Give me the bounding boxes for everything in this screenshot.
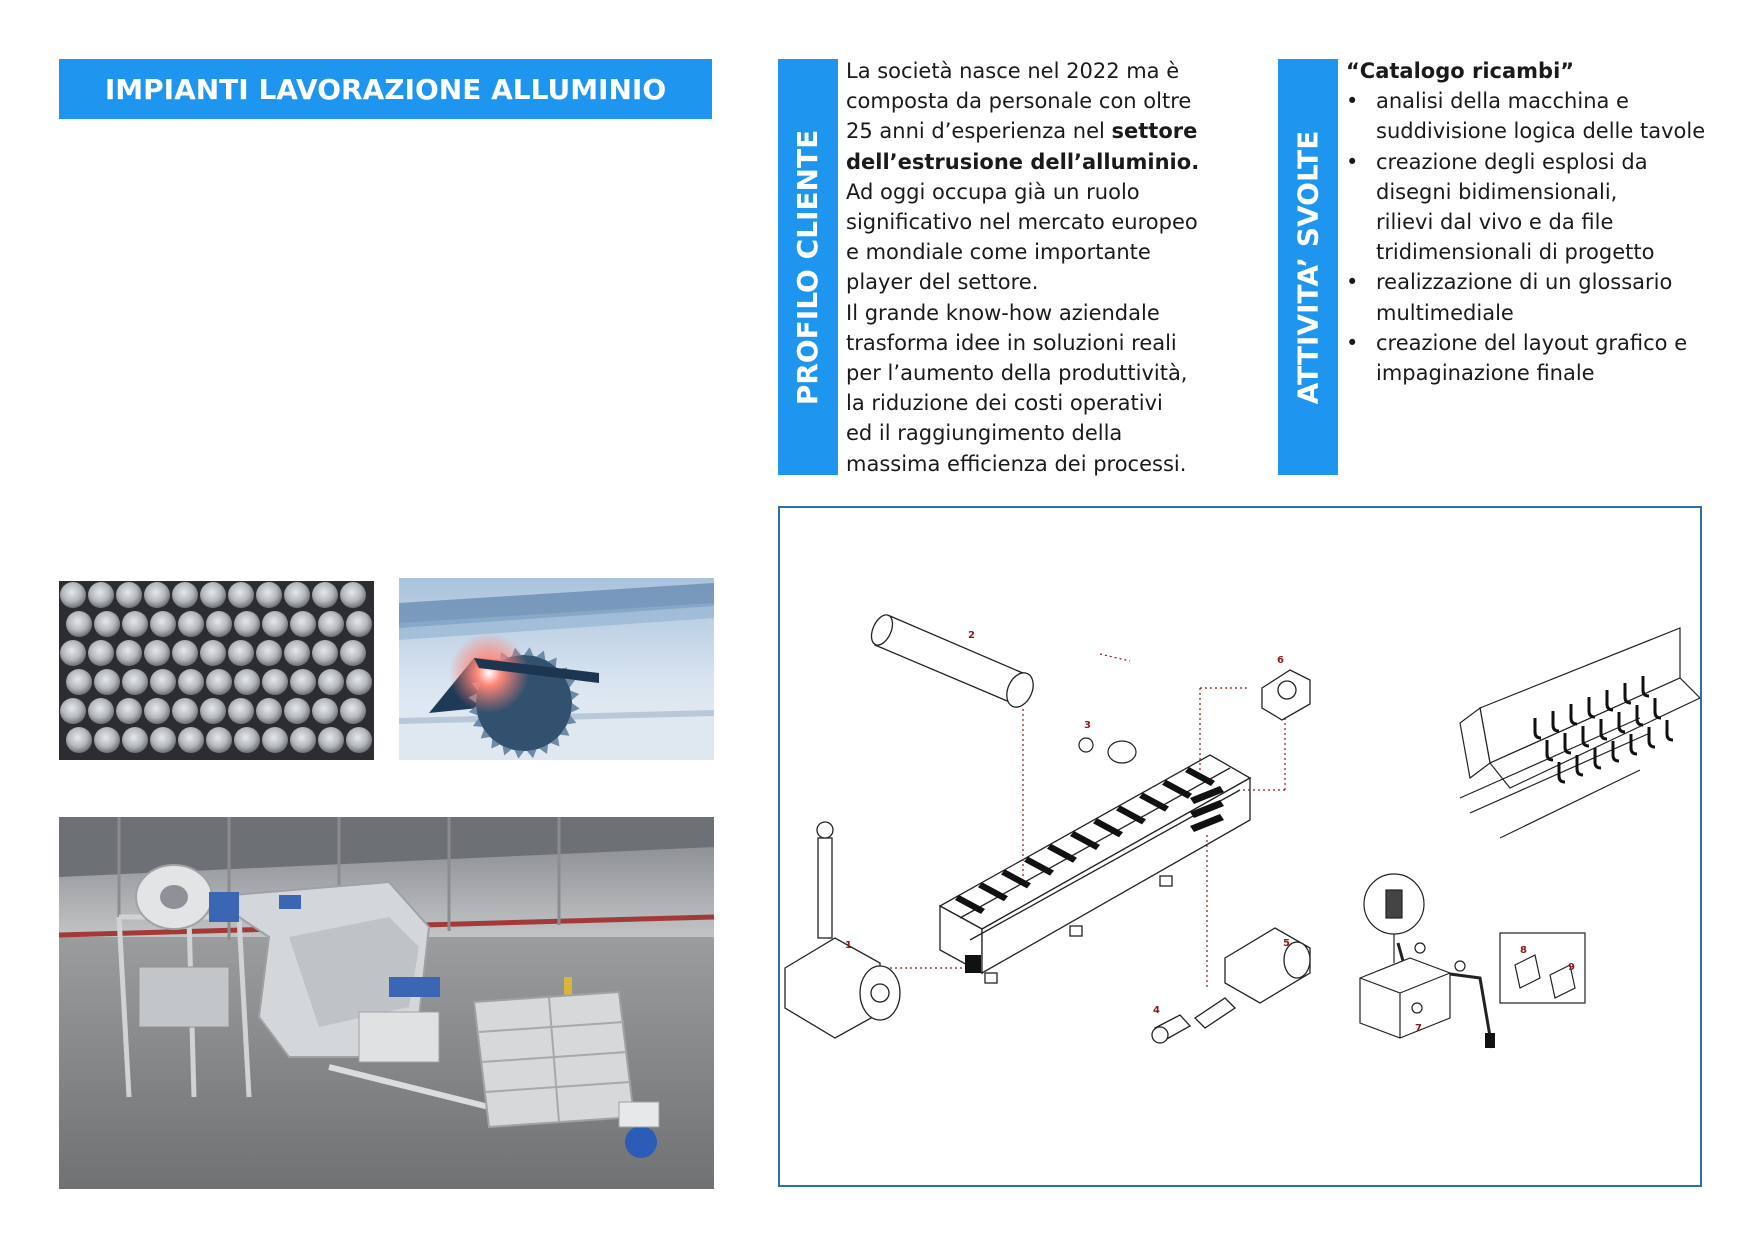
activities-label-box [1278, 59, 1338, 475]
exploded-diagram [778, 506, 1702, 1187]
profile-line: trasforma idee in soluzioni reali [846, 330, 1177, 355]
bearing-part [1262, 670, 1310, 720]
profile-line: massima efficienza dei processi. [846, 451, 1187, 476]
profile-line: la riduzione dei costi operativi [846, 391, 1163, 416]
actuator-motor [785, 822, 900, 1038]
list-item: • creazione degli esplosi da disegni bidimensionali, rilievi dal vivo e da file tridimensionali di progetto [1346, 147, 1746, 268]
callout-1: 1 [845, 940, 852, 951]
page-title-text: IMPIANTI LAVORAZIONE ALLUMINIO [104, 72, 667, 106]
plant-render-photo [59, 817, 714, 1189]
page-title [59, 59, 712, 119]
activities-title: “Catalogo ricambi” [1346, 59, 1575, 83]
profile-line: ed il raggiungimento della [846, 421, 1123, 446]
profile-line: Ad oggi occupa già un ruolo [846, 179, 1140, 204]
activities-list [1346, 56, 1746, 388]
electrical-box [1360, 958, 1450, 1038]
profile-line: La società nasce nel 2022 ma è [846, 59, 1180, 83]
callout-7: 7 [1415, 1023, 1422, 1034]
profile-line: significativo nel mercato europeo [846, 210, 1198, 235]
aluminium-billets-photo [59, 581, 374, 760]
machine-body [940, 755, 1250, 983]
profile-line: 25 anni d’esperienza nel settore [846, 119, 1198, 144]
list-item: • analisi della macchina e suddivisione logica delle tavole [1346, 86, 1746, 146]
list-item: • creazione del layout grafico e impaginazione finale [1346, 328, 1746, 388]
profile-line: dell’estrusione dell’alluminio. [846, 149, 1200, 174]
profile-line: composta da personale con oltre [846, 89, 1192, 114]
saw-blade-photo [399, 578, 714, 760]
callout-4: 4 [1153, 1005, 1160, 1016]
profile-line: per l’aumento della produttività, [846, 361, 1188, 386]
cylinder-part [867, 612, 1038, 712]
activities-label: ATTIVITA’ SVOLTE [1291, 130, 1325, 404]
callout-8: 8 [1520, 945, 1527, 956]
profile-label: PROFILO CLIENTE [791, 129, 825, 405]
profile-label-box [778, 59, 838, 475]
profile-line: e mondiale come importante [846, 240, 1151, 265]
machine-detail-view [1460, 628, 1700, 838]
list-item: • realizzazione di un glossario multimediale [1346, 267, 1746, 327]
callout-2: 2 [968, 630, 975, 641]
profile-line: player del settore. [846, 270, 1039, 295]
callout-3: 3 [1084, 720, 1091, 731]
callout-6: 6 [1277, 655, 1284, 666]
profile-description [846, 56, 1206, 479]
profile-line: Il grande know-how aziendale [846, 300, 1160, 325]
callout-5: 5 [1283, 938, 1290, 949]
callout-9: 9 [1568, 962, 1575, 973]
